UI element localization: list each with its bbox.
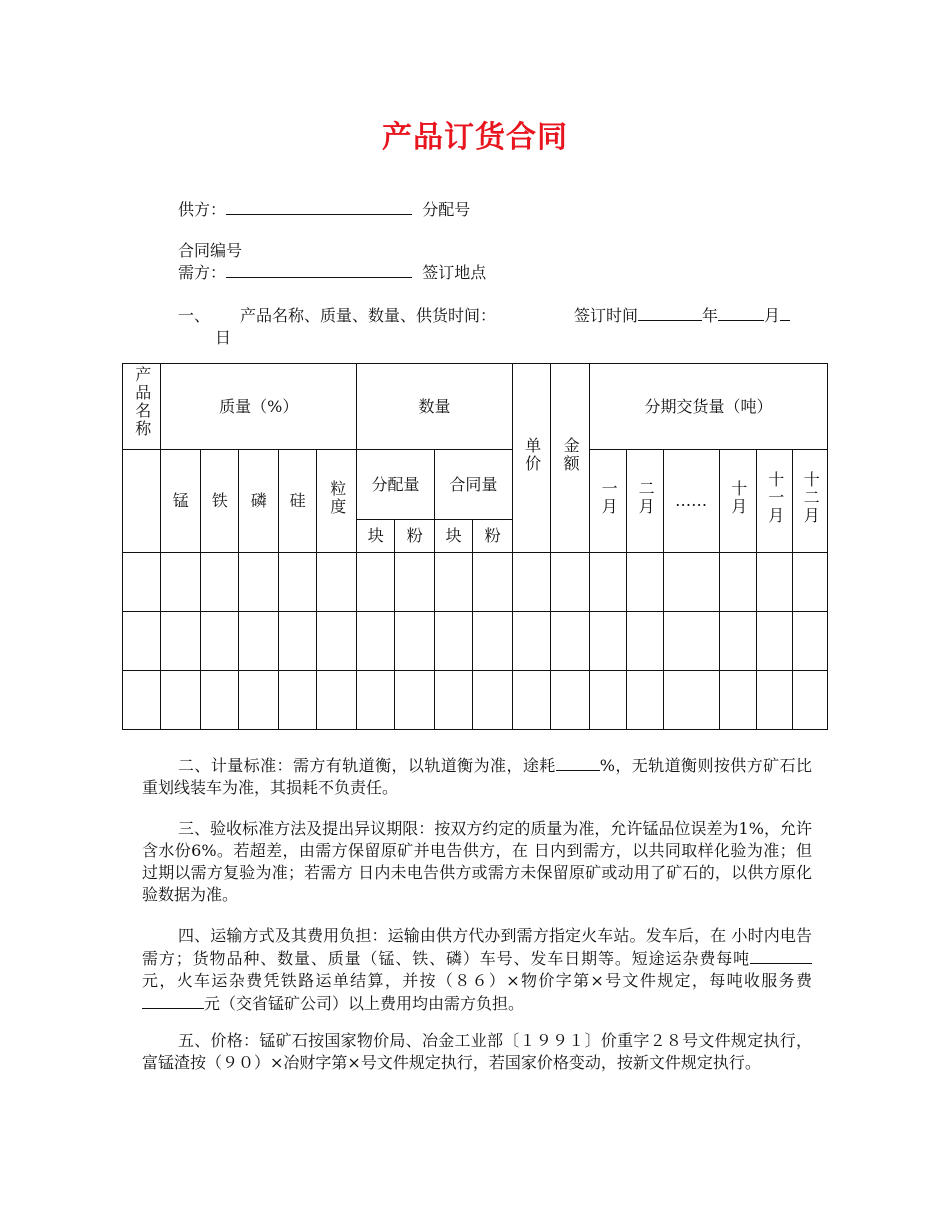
quality-si: 硅 — [278, 450, 316, 553]
loss-blank[interactable] — [556, 754, 600, 771]
buyer-line — [178, 260, 486, 283]
clause-4: 四、运输方式及其费用负担：运输由供方代办到需方指定火车站。发车后，在 小时内电告需方；货物品种、数量、质量（锰、铁、磷）车号、发车日期等。短途运杂费每吨元，火车运杂费凭铁路运单结算，并按（８６）×物价字第×号文件规定，每吨收服务费元（交省锰矿公司）以上费用均由需方负担。 — [142, 926, 812, 1013]
contract-no-label: 合同编号 — [178, 241, 243, 260]
order-table — [122, 363, 828, 730]
document-title: 产品订货合同 — [382, 120, 568, 155]
year-label: 年 — [702, 306, 719, 325]
month-2: 二月 — [627, 450, 663, 553]
product-name-header: 产品名称 — [123, 364, 161, 450]
clause-5: 五、价格：锰矿石按国家物价局、冶金工业部〔１９９１〕价重字２８号文件规定执行，富锰渣按（９０）×冶财字第×号文件规定执行，若国家价格变动，按新文件规定执行。 — [142, 1031, 812, 1072]
quality-fe: 铁 — [200, 450, 238, 553]
clause-2: 二、计量标准：需方有轨道衡，以轨道衡为准，途耗 %，无轨道衡则按供方矿石比重划线装车为准，其损耗不负责任。 — [142, 756, 812, 797]
allocated-powder: 粉 — [395, 520, 434, 553]
quantity-header: 数量 — [356, 364, 512, 450]
contracted-header: 合同量 — [434, 450, 512, 520]
service-fee-blank[interactable] — [142, 992, 204, 1009]
section1-heading: 产品名称、质量、数量、供货时间： — [240, 306, 497, 325]
sign-time-label: 签订时间 — [574, 306, 639, 325]
sign-time-line — [574, 303, 790, 326]
month-ellipsis: …… — [663, 450, 719, 553]
table-row — [123, 612, 828, 671]
schedule-header: 分期交货量（吨） — [589, 364, 827, 450]
sign-place-label: 签订地点 — [422, 263, 487, 282]
table-row — [123, 671, 828, 730]
quality-grain-size: 粒度 — [317, 450, 357, 553]
allocation-no-label: 分配号 — [422, 200, 471, 219]
buyer-blank[interactable] — [226, 261, 412, 278]
allocated-header: 分配量 — [356, 450, 434, 520]
month-10: 十月 — [719, 450, 756, 553]
contracted-powder: 粉 — [473, 520, 513, 553]
allocated-lump: 块 — [356, 520, 394, 553]
supplier-line — [178, 197, 470, 220]
table-row — [123, 553, 828, 612]
quality-mn: 锰 — [161, 450, 200, 553]
supplier-label: 供方： — [178, 200, 227, 219]
buyer-label: 需方： — [178, 263, 227, 282]
product-name-cell[interactable] — [123, 450, 161, 553]
month-11: 十一月 — [756, 450, 792, 553]
unit-price-header: 单价 — [512, 364, 550, 553]
contracted-lump: 块 — [434, 520, 472, 553]
year-blank[interactable] — [638, 304, 702, 321]
month-1: 一月 — [589, 450, 626, 553]
day-label: 日 — [215, 328, 232, 347]
section1-number: 一、 — [178, 306, 211, 325]
day-blank[interactable] — [780, 304, 790, 321]
clause-3: 三、验收标准方法及提出异议期限：按双方约定的质量为准，允许锰品位误差为1%，允许含水份6%。若超差，由需方保留原矿并电告供方，在 日内到需方，以共同取样化验为准；但过期以需方复验为准；若需方 日内未电告供方或需方未保留原矿或动用了矿石的，以供方原化验数据为准。 — [142, 819, 812, 904]
month-12: 十二月 — [793, 450, 828, 553]
freight-blank[interactable] — [750, 947, 812, 964]
month-label: 月 — [764, 306, 781, 325]
quality-p: 磷 — [239, 450, 278, 553]
amount-header: 金额 — [551, 364, 589, 553]
month-blank[interactable] — [718, 304, 764, 321]
supplier-blank[interactable] — [226, 198, 412, 215]
quality-header: 质量（%） — [161, 364, 356, 450]
